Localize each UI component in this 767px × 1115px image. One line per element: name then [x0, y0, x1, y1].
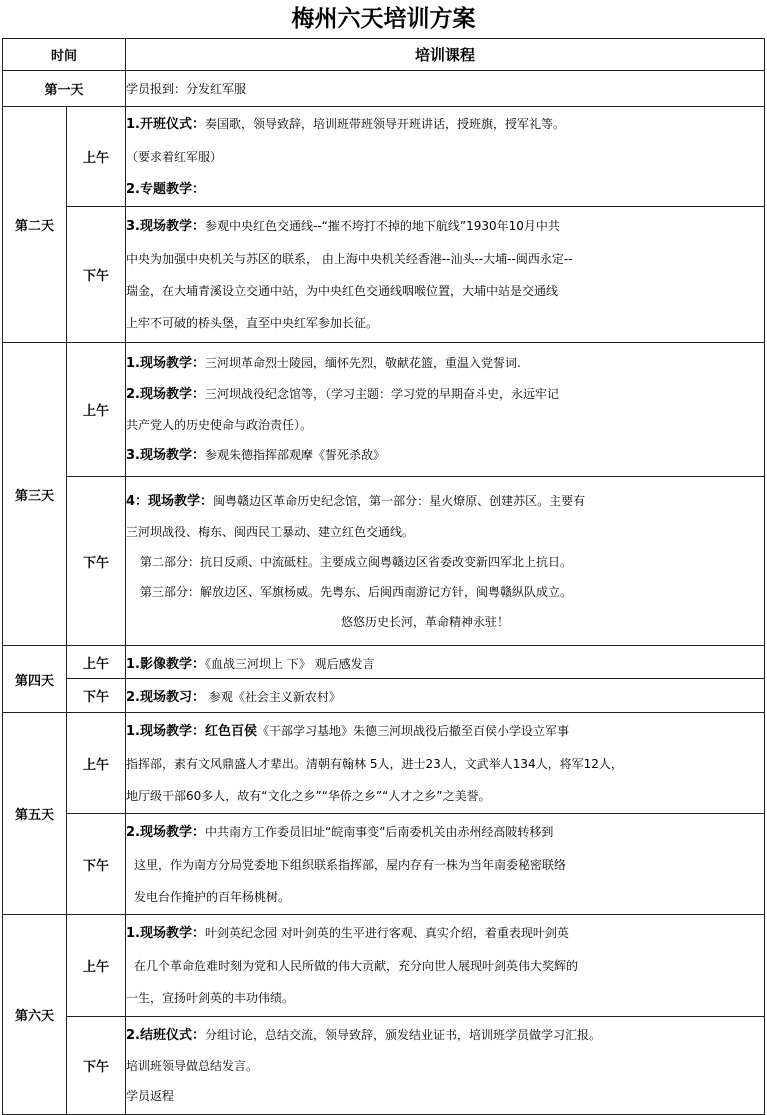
- day5-am-content: [126, 713, 765, 814]
- item-text: 学员返程: [126, 1089, 175, 1103]
- content-line: [126, 108, 764, 141]
- table-row-day5-am: [3, 713, 765, 814]
- content-line: [126, 780, 764, 812]
- item-text: 奏国歌，领导致辞，培训班带班领导开班讲话，授班旗，授军礼等。: [205, 116, 566, 131]
- item-text: 三河坝革命烈士陵园，缅怀先烈，敬献花篮，重温入党誓词.: [205, 356, 521, 370]
- content-line: [126, 982, 764, 1014]
- day3-am-label: 上午: [67, 343, 126, 477]
- item-text: 一生，宣扬叶剑英的丰功伟绩。: [126, 991, 295, 1005]
- table-row-day1: [3, 71, 765, 107]
- day5-pm-label: 下午: [67, 814, 126, 915]
- content-line: [126, 410, 764, 440]
- item-label: 1.影像教学：: [126, 656, 205, 672]
- item-label: 2.结班仪式：: [126, 1028, 205, 1043]
- content-line: [126, 243, 764, 275]
- item-label: 3.现场教学：: [126, 448, 205, 463]
- content-line: [126, 348, 764, 379]
- day6-am-label: 上午: [67, 915, 126, 1017]
- day5-am-label: 上午: [67, 713, 126, 814]
- item-text: 叶剑英纪念园 对叶剑英的生平进行客观、真实介绍，着重表现叶剑英: [205, 926, 569, 940]
- item-label: 1.现场教学：红色百侯: [126, 723, 257, 739]
- item-label: 1.现场教学：: [126, 356, 205, 371]
- day3-pm-label: 下午: [67, 477, 126, 646]
- item-label: 3.现场教学：: [126, 219, 205, 234]
- content-line: [126, 748, 764, 780]
- table-row-day4-pm: [3, 679, 765, 713]
- day2-pm-label: 下午: [67, 207, 126, 343]
- item-text: 三河坝战役纪念馆等，（学习主题：学习党的早期奋斗史，永远牢记: [205, 387, 560, 401]
- day6-label: 第六天: [3, 915, 67, 1115]
- item-text: 地厅级干部60多人，故有“文化之乡”“华侨之乡”“人才之乡”之美誉。: [126, 788, 491, 803]
- day3-am-content: [126, 343, 765, 477]
- item-text: 三河坝战役、梅东、闽西民工暴动、建立红色交通线。: [126, 524, 415, 539]
- content-line: [126, 517, 764, 547]
- content-line: [126, 917, 764, 950]
- header-course: 培训课程: [126, 39, 765, 71]
- content-line: [126, 440, 764, 471]
- table-row-day2-am: [3, 107, 765, 207]
- content-line: [126, 577, 764, 607]
- day4-pm-label: 下午: [67, 679, 126, 713]
- item-label: 2.现场教学：: [126, 387, 205, 402]
- day4-pm-content: [126, 679, 765, 713]
- item-text: 悠悠历史长河，革命精神永驻！: [341, 614, 510, 629]
- content-line: [126, 1081, 764, 1111]
- item-label: 2.现场教学：: [126, 824, 205, 840]
- item-text: 《干部学习基地》朱德三河坝战役后撤至百侯小学设立军事: [257, 723, 570, 738]
- item-text: 第三部分：解放边区、军旗杨威。先粤东、后闽西南游记方针，闽粤赣纵队成立。: [140, 584, 573, 599]
- content-line: [126, 486, 764, 517]
- day1-content: [126, 71, 765, 107]
- item-label: 2.专题教学：: [126, 181, 205, 197]
- day6-pm-label: 下午: [67, 1017, 126, 1115]
- item-text: 瑞金，在大埔青溪设立交通中站，为中央红色交通线咽喉位置，大埔中站是交通线: [126, 284, 559, 298]
- content-line: [126, 547, 764, 577]
- day2-am-content: [126, 107, 765, 207]
- table-header-row: [3, 39, 765, 71]
- content-line: [126, 715, 764, 748]
- day2-pm-content: [126, 207, 765, 343]
- day4-am-content: [126, 646, 765, 679]
- item-text: 指挥部，素有文风鼎盛人才辈出。清朝有翰林 5人，进士23人，文武举人134人，将军12人，: [126, 756, 623, 771]
- item-text: 《血战三河坝上 下》 观后感发言: [205, 656, 375, 671]
- day6-pm-content: [126, 1017, 765, 1115]
- item-label: 4：现场教学：: [126, 493, 214, 509]
- content-line: [126, 1051, 764, 1081]
- day5-pm-content: [126, 814, 765, 915]
- day2-label: 第二天: [3, 107, 67, 343]
- content-line: [126, 210, 764, 243]
- content-line: [126, 950, 764, 982]
- table-row-day2-pm: [3, 207, 765, 343]
- item-text: 分组讨论，总结交流，领导致辞，颁发结业证书，培训班学员做学习汇报。: [205, 1028, 602, 1042]
- item-text: 中央为加强中央机关与苏区的联系， 由上海中央机关经香港--汕头--大埔--闽西永定--: [126, 252, 573, 266]
- item-text: 参观中央红色交通线--“摧不垮打不掉的地下航线”1930年10月中共: [205, 219, 560, 233]
- table-row-day3-pm: [3, 477, 765, 646]
- item-label: 1.开班仪式：: [126, 116, 205, 132]
- item-text: 上牢不可破的桥头堡，直至中央红军参加长征。: [126, 316, 379, 330]
- item-text: 这里，作为南方分局党委地下组织联系指挥部，屋内存有一株为当年南委秘密联络: [134, 857, 567, 872]
- day5-label: 第五天: [3, 713, 67, 915]
- item-text: 参观朱德指挥部观摩《誓死杀敌》: [205, 448, 386, 462]
- item-label: 2.现场教习：: [126, 690, 205, 705]
- content-line: [126, 1020, 764, 1051]
- item-label: 1.现场教学：: [126, 926, 205, 941]
- item-text: 培训班领导做总结发言。: [126, 1059, 259, 1073]
- content-line: [126, 173, 764, 206]
- item-text: 闽粤赣边区革命历史纪念馆，第一部分：星火燎原、创建苏区。主要有: [213, 493, 586, 508]
- item-text: 发电台作掩护的百年杨桃树。: [134, 889, 291, 904]
- day3-label: 第三天: [3, 343, 67, 646]
- item-text: 中共南方工作委员旧址“皖南事变”后南委机关由赤州经高陂转移到: [205, 824, 554, 839]
- content-line: [126, 816, 764, 849]
- day1-label: 第一天: [3, 71, 126, 107]
- day3-pm-content: [126, 477, 765, 646]
- content-line: [126, 881, 764, 913]
- item-text: 共产党人的历史使命与政治责任）。: [126, 418, 313, 432]
- page-title: 梅州六天培训方案: [291, 5, 476, 32]
- content-line: [126, 607, 764, 637]
- item-text: （要求着红军服）: [126, 149, 223, 164]
- content-line: [126, 307, 764, 339]
- day4-am-label: 上午: [67, 646, 126, 679]
- content-line: [126, 275, 764, 307]
- day2-am-label: 上午: [67, 107, 126, 207]
- item-text: 参观《社会主义新农村》: [205, 690, 341, 704]
- table-row-day5-pm: [3, 814, 765, 915]
- day6-am-content: [126, 915, 765, 1017]
- content-line: [126, 141, 764, 173]
- training-schedule-table: [2, 38, 765, 1115]
- table-row-day6-am: [3, 915, 765, 1017]
- content-line: [126, 849, 764, 881]
- table-row-day6-pm: [3, 1017, 765, 1115]
- item-text: 在几个革命危难时刻为党和人民所做的伟大贡献，充分向世人展现叶剑英伟大奖辉的: [134, 959, 579, 973]
- day4-label: 第四天: [3, 646, 67, 713]
- day1-text: 学员报到：分发红军服: [126, 82, 247, 96]
- table-row-day4-am: [3, 646, 765, 679]
- table-row-day3-am: [3, 343, 765, 477]
- content-line: [126, 379, 764, 410]
- item-text: 第二部分：抗日反顽、中流砥柱。主要成立闽粤赣边区省委改变新四军北上抗日。: [140, 554, 573, 569]
- header-time: 时间: [3, 39, 126, 71]
